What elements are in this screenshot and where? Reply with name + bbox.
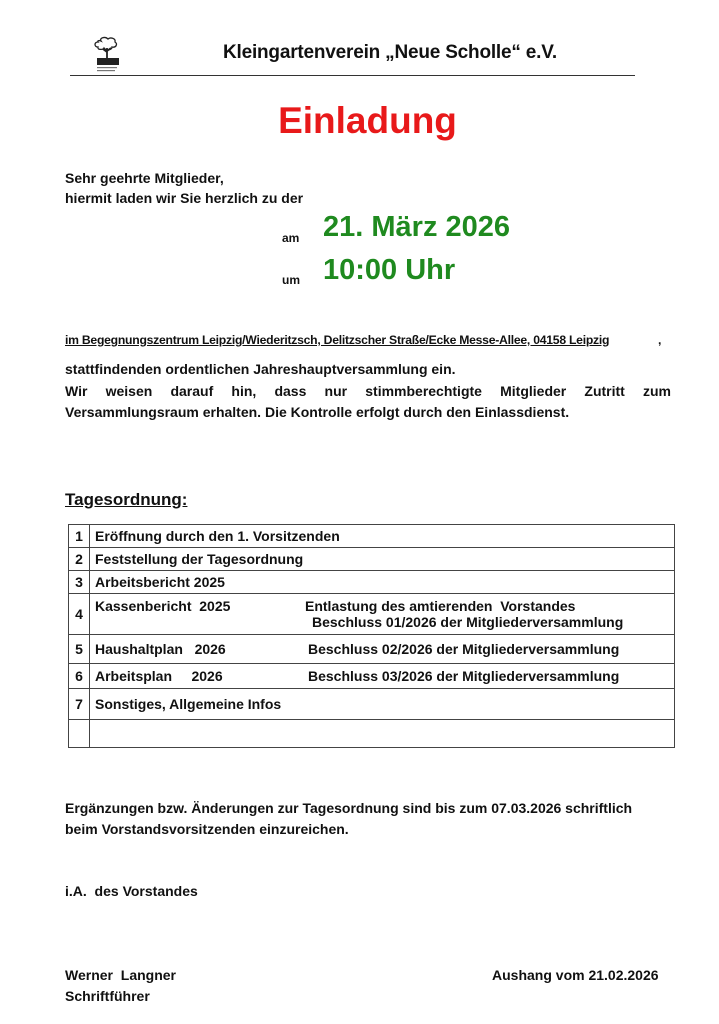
- header-divider: [70, 75, 635, 76]
- agenda-note: Entlastung des amtierenden Vorstandes: [305, 598, 576, 614]
- agenda-note: Beschluss 02/2026 der Mitgliederversammlung: [308, 641, 620, 657]
- agenda-topic: [90, 689, 675, 720]
- agenda-topic-text: Eröffnung durch den 1. Vorsitzenden: [95, 528, 340, 544]
- deadline-note-line-2: beim Vorstandsvorsitzenden einzureichen.: [65, 821, 349, 837]
- agenda-table: [68, 524, 675, 748]
- agenda-topic: [90, 664, 675, 689]
- agenda-row-empty: [69, 720, 675, 748]
- agenda-row: [69, 664, 675, 689]
- agenda-topic: [90, 548, 675, 571]
- agenda-number: [69, 720, 90, 748]
- deadline-note-line-1: Ergänzungen bzw. Änderungen zur Tagesordnung sind bis zum 07.03.2026 schriftlich: [65, 800, 633, 816]
- greeting-line-2: hiermit laden wir Sie herzlich zu der: [65, 190, 304, 206]
- signer-name: Werner Langner: [65, 967, 176, 983]
- agenda-topic-text: Sonstiges, Allgemeine Infos: [95, 696, 282, 712]
- agenda-topic: [90, 571, 675, 594]
- posted-date: Aushang vom 21.02.2026: [492, 967, 659, 983]
- venue-comma: ,: [658, 333, 662, 347]
- agenda-topic: [90, 525, 675, 548]
- agenda-topic-text: Haushaltplan 2026: [95, 641, 226, 657]
- agenda-topic-text: Arbeitsbericht 2025: [95, 574, 225, 590]
- document-title: Einladung: [278, 100, 457, 141]
- agenda-number: 4: [69, 594, 90, 635]
- agenda-topic: [90, 635, 675, 664]
- greeting-line-1: Sehr geehrte Mitglieder,: [65, 170, 224, 186]
- agenda-row: [69, 571, 675, 594]
- agenda-topic: [90, 594, 675, 635]
- agenda-topic-text: Arbeitsplan 2026: [95, 668, 223, 684]
- agenda-row: [69, 594, 675, 635]
- agenda-number: 3: [69, 571, 90, 594]
- event-date: 21. März 2026: [323, 211, 511, 243]
- agenda-row: [69, 525, 675, 548]
- agenda-number: 5: [69, 635, 90, 664]
- agenda-note-2: Beschluss 01/2026 der Mitgliederversammlung: [312, 614, 624, 630]
- agenda-row: [69, 635, 675, 664]
- body-line-2: Wir weisen darauf hin, dass nur stimmberechtigte Mitglieder Zutritt zum: [65, 383, 671, 399]
- agenda-number: 2: [69, 548, 90, 571]
- agenda-row: [69, 689, 675, 720]
- agenda-number: 1: [69, 525, 90, 548]
- agenda-topic: [90, 720, 675, 748]
- agenda-number: 6: [69, 664, 90, 689]
- signer-role: Schriftführer: [65, 988, 150, 1004]
- agenda-topic-text: Feststellung der Tagesordnung: [95, 551, 304, 567]
- body-line-1: stattfindenden ordentlichen Jahreshauptversammlung ein.: [65, 361, 456, 377]
- body-line-3: Versammlungsraum erhalten. Die Kontrolle erfolgt durch den Einlassdienst.: [65, 404, 570, 420]
- organization-name: Kleingartenverein „Neue Scholle“ e.V.: [222, 42, 558, 63]
- event-venue: im Begegnungszentrum Leipzig/Wiederitzsch, Delitzscher Straße/Ecke Messe-Allee, 04158 Leipzig: [65, 333, 610, 347]
- agenda-row: [69, 548, 675, 571]
- agenda-note: Beschluss 03/2026 der Mitgliederversammlung: [308, 668, 620, 684]
- agenda-topic-text: Kassenbericht 2025: [95, 598, 231, 614]
- on-behalf-line: i.A. des Vorstandes: [65, 883, 198, 899]
- agenda-number: 7: [69, 689, 90, 720]
- time-label: um: [282, 273, 300, 287]
- agenda-heading: Tagesordnung:: [65, 490, 188, 509]
- event-time: 10:00 Uhr: [323, 254, 456, 286]
- date-label: am: [282, 231, 300, 245]
